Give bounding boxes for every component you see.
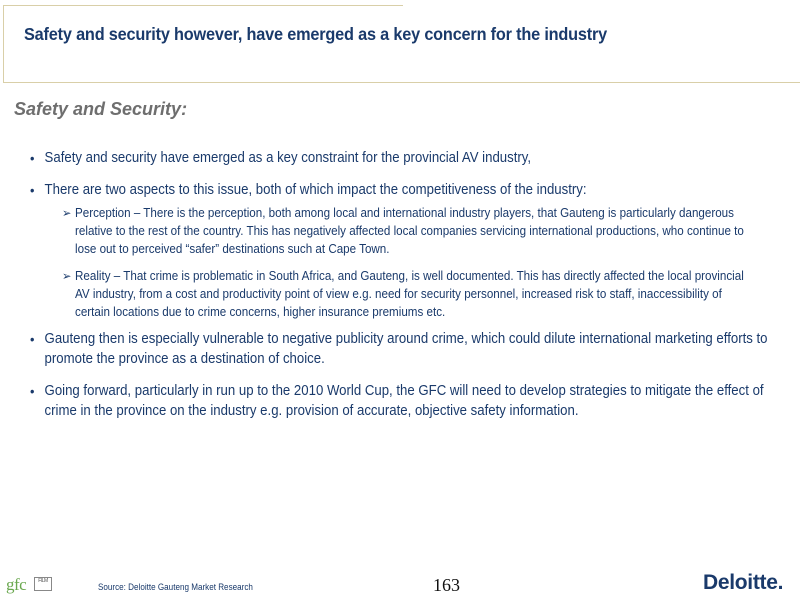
slide-body xyxy=(30,148,770,421)
slide-title: Safety and security however, have emerged as a key concern for the industry xyxy=(24,24,608,44)
arrow-bullet-icon: ➢ xyxy=(62,206,72,220)
sub-bullet-text: Perception – There is the perception, both among local and international industry players, that Gauteng is particularly dangerous relative to the rest of the country. This has negatively affected local companies servicing international productions, who continue to lose out to perceived “safer” destinations such at Cape Town. xyxy=(75,206,744,256)
gfc-logo-text: gfc xyxy=(6,575,27,594)
bullet-item xyxy=(30,148,782,168)
film-badge-icon: FILM xyxy=(34,577,52,591)
bullet-text: Gauteng then is especially vulnerable to negative publicity around crime, which could dilute international marketing efforts to promote the province as a destination of choice. xyxy=(44,331,768,367)
bullet-marker: • xyxy=(30,383,35,399)
bullet-marker: • xyxy=(30,182,35,198)
arrow-bullet-icon: ➢ xyxy=(62,269,72,283)
sub-bullet-text: Reality – That crime is problematic in South Africa, and Gauteng, is well documented. This has directly affected the local provincial AV industry, from a cost and productivity point of view e.g. need for security personnel, increased risk to staff, inaccessibility of certain locations due to crime concerns, higher insurance premiums etc. xyxy=(75,269,744,319)
deloitte-logo-dot: . xyxy=(777,571,784,594)
bullet-item xyxy=(30,180,782,200)
source-note: Source: Deloitte Gauteng Market Research xyxy=(98,582,253,592)
bullet-item xyxy=(30,381,782,421)
gfc-logo xyxy=(6,575,48,595)
bullet-item xyxy=(30,329,782,369)
page-number: 163 xyxy=(433,575,460,595)
section-heading: Safety and Security: xyxy=(14,99,188,119)
bullet-text: Going forward, particularly in run up to the 2010 World Cup, the GFC will need to develop strategies to mitigate the effect of crime in the province on the industry e.g. provision of accurate, objective safety information. xyxy=(44,383,764,419)
sub-bullet-item xyxy=(62,204,754,258)
bullet-marker: • xyxy=(30,150,35,166)
sub-bullet-item xyxy=(62,267,754,321)
bullet-text: There are two aspects to this issue, both of which impact the competitiveness of the industry: xyxy=(44,182,587,198)
deloitte-logo xyxy=(703,571,783,595)
deloitte-logo-text: Deloitte xyxy=(703,571,778,594)
bullet-marker: • xyxy=(30,331,35,347)
bullet-text: Safety and security have emerged as a key constraint for the provincial AV industry, xyxy=(44,150,532,166)
